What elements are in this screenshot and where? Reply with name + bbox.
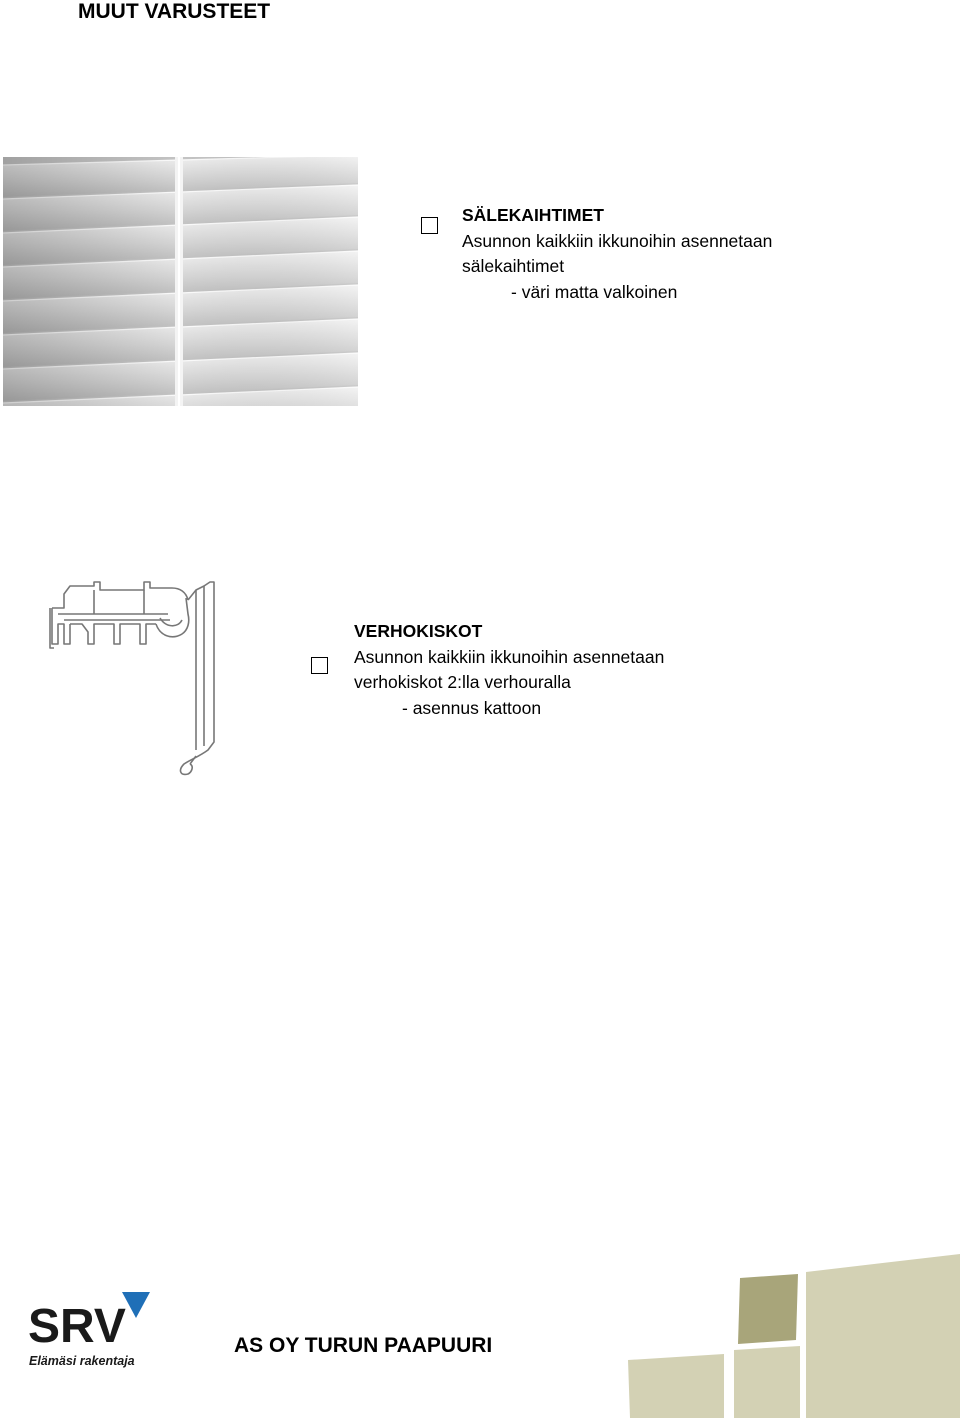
salekaihtimet-heading: SÄLEKAIHTIMET xyxy=(462,205,604,225)
salekaihtimet-line1: Asunnon kaikkiin ikkunoihin asennetaan xyxy=(462,230,773,251)
venetian-blinds-image xyxy=(3,157,358,406)
srv-logo-text: SRV xyxy=(28,1300,126,1353)
verhokiskot-heading: VERHOKISKOT xyxy=(354,621,483,641)
salekaihtimet-text xyxy=(462,203,772,305)
verhokiskot-text xyxy=(354,619,664,721)
srv-tagline: Elämäsi rakentaja xyxy=(29,1354,135,1368)
salekaihtimet-line2: sälekaihtimet xyxy=(462,256,565,276)
salekaihtimet-detail: - väri matta valkoinen xyxy=(511,281,678,302)
salekaihtimet-checkbox[interactable] xyxy=(421,217,438,234)
verhokiskot-checkbox[interactable] xyxy=(311,657,328,674)
curtain-rail-drawing xyxy=(48,578,224,776)
verhokiskot-line1: Asunnon kaikkiin ikkunoihin asennetaan xyxy=(354,646,665,667)
verhokiskot-detail: - asennus kattoon xyxy=(402,697,542,718)
decorative-squares xyxy=(620,1250,960,1418)
verhokiskot-line2: verhokiskot 2:lla verhouralla xyxy=(354,672,571,692)
page-title: MUUT VARUSTEET xyxy=(78,0,271,23)
project-name: AS OY TURUN PAAPUURI xyxy=(234,1334,493,1357)
